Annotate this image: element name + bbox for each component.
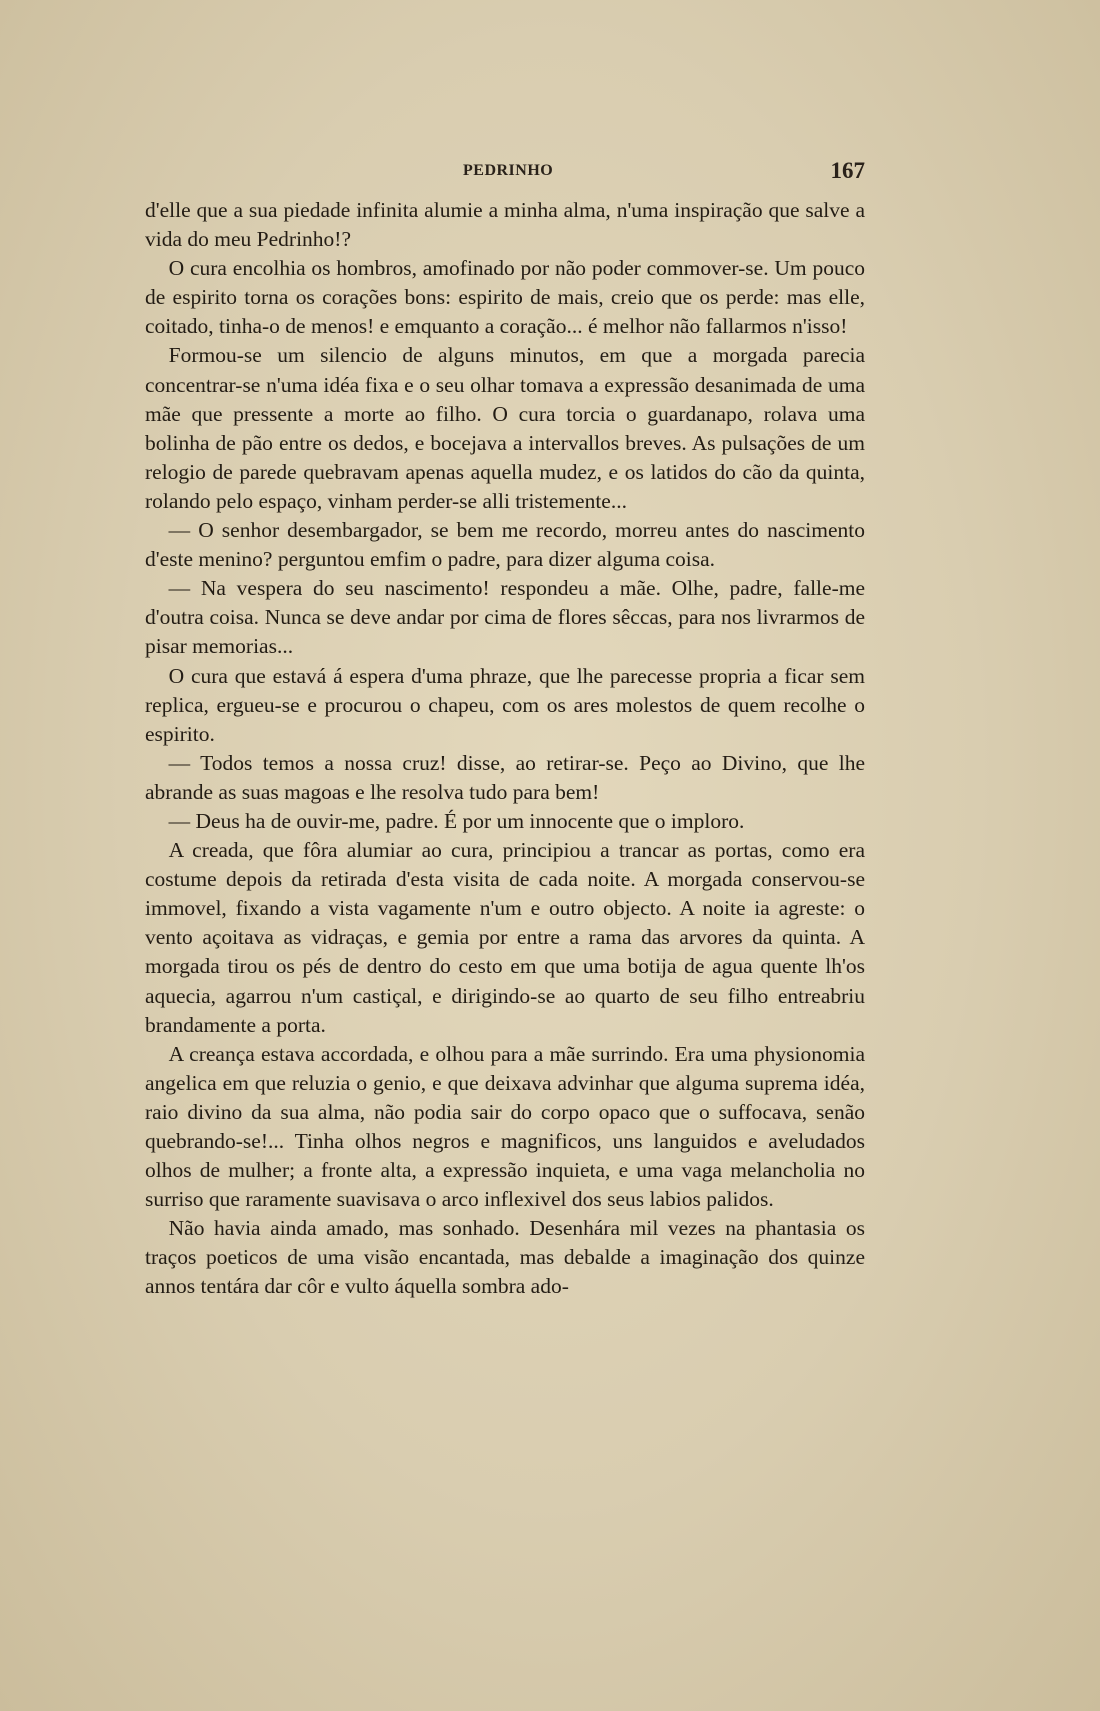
paragraph: O cura que estavá á espera d'uma phraze, que lhe parecesse propria a ficar sem replica, ergueu-se e procurou o chapeu, com os ares molestos de quem recolhe o espirito. — [145, 663, 865, 746]
paragraph: — O senhor desembargador, se bem me recordo, morreu antes do nascimento d'este menino? perguntou emfim o padre, para dizer alguma coisa. — [145, 518, 865, 572]
paragraph: Não havia ainda amado, mas sonhado. Desenhára mil vezes na phantasia os traços poeticos de uma visão encantada, mas debalde a imaginação dos quinze annos tentára dar côr e vulto áquella sombra ado- — [145, 1216, 865, 1299]
paragraph: — Deus ha de ouvir-me, padre. É por um innocente que o imploro. — [168, 808, 745, 833]
paragraph: A creada, que fôra alumiar ao cura, principiou a trancar as portas, como era costume depois da retirada d'esta visita de cada noite. A morgada conservou-se immovel, fixando a vista vagamente n'um e outro objecto. A noite ia agreste: o vento açoitava as vidraças, e gemia por entre a rama das arvores da quinta. A morgada tirou os pés de dentro do cesto em que uma botija de agua quente lh'os aquecia, agarrou n'um castiçal, e dirigindo-se ao quarto de seu filho entreabriu brandamente a porta. — [145, 838, 865, 1037]
paragraph: — Na vespera do seu nascimento! respondeu a mãe. Olhe, padre, falle-me d'outra coisa. Nunca se deve andar por cima de flores sêccas, para nos livrarmos de pisar memorias... — [145, 576, 865, 659]
running-title: PEDRINHO — [463, 162, 554, 179]
paragraph: Formou-se um silencio de alguns minutos, em que a morgada parecia concentrar-se n'uma idéa fixa e o seu olhar tomava a expressão desanimada de uma mãe que pressente a morte ao filho. O cura torcia o guardanapo, rolava uma bolinha de pão entre os dedos, e bocejava a intervallos breves. As pulsações de um relogio de parede quebravam apenas aquella mudez, e os latidos do cão da quinta, rolando pelo espaço, vinham perder-se alli tristemente... — [145, 343, 865, 513]
paragraph: d'elle que a sua piedade infinita alumie a minha alma, n'uma inspiração que salve a vida do meu Pedrinho!? — [145, 198, 865, 252]
paragraph: A creança estava accordada, e olhou para a mãe surrindo. Era uma physionomia angelica em que reluzia o genio, e que deixava advinhar que alguma suprema idéa, raio divino da sua alma, não podia sair do corpo opaco que o suffocava, senão quebrando-se!... Tinha olhos negros e magnificos, uns languidos e aveludados olhos de mulher; a fronte alta, a expressão inquieta, e uma vaga melancholia no surriso que raramente suavisava o arco inflexivel dos seus labios palidos. — [145, 1041, 865, 1212]
page-header — [145, 158, 865, 188]
paragraph: — Todos temos a nossa cruz! disse, ao retirar-se. Peço ao Divino, que lhe abrande as suas magoas e lhe resolva tudo para bem! — [145, 750, 865, 804]
body-text — [145, 196, 865, 1302]
page-number: 167 — [830, 158, 865, 183]
paragraph: O cura encolhia os hombros, amofinado por não poder commover-se. Um pouco de espirito torna os corações bons: espirito de mais, creio que os perde: mas elle, coitado, tinha-o de menos! e emquanto a coração... é melhor não fallarmos n'isso! — [145, 256, 865, 339]
